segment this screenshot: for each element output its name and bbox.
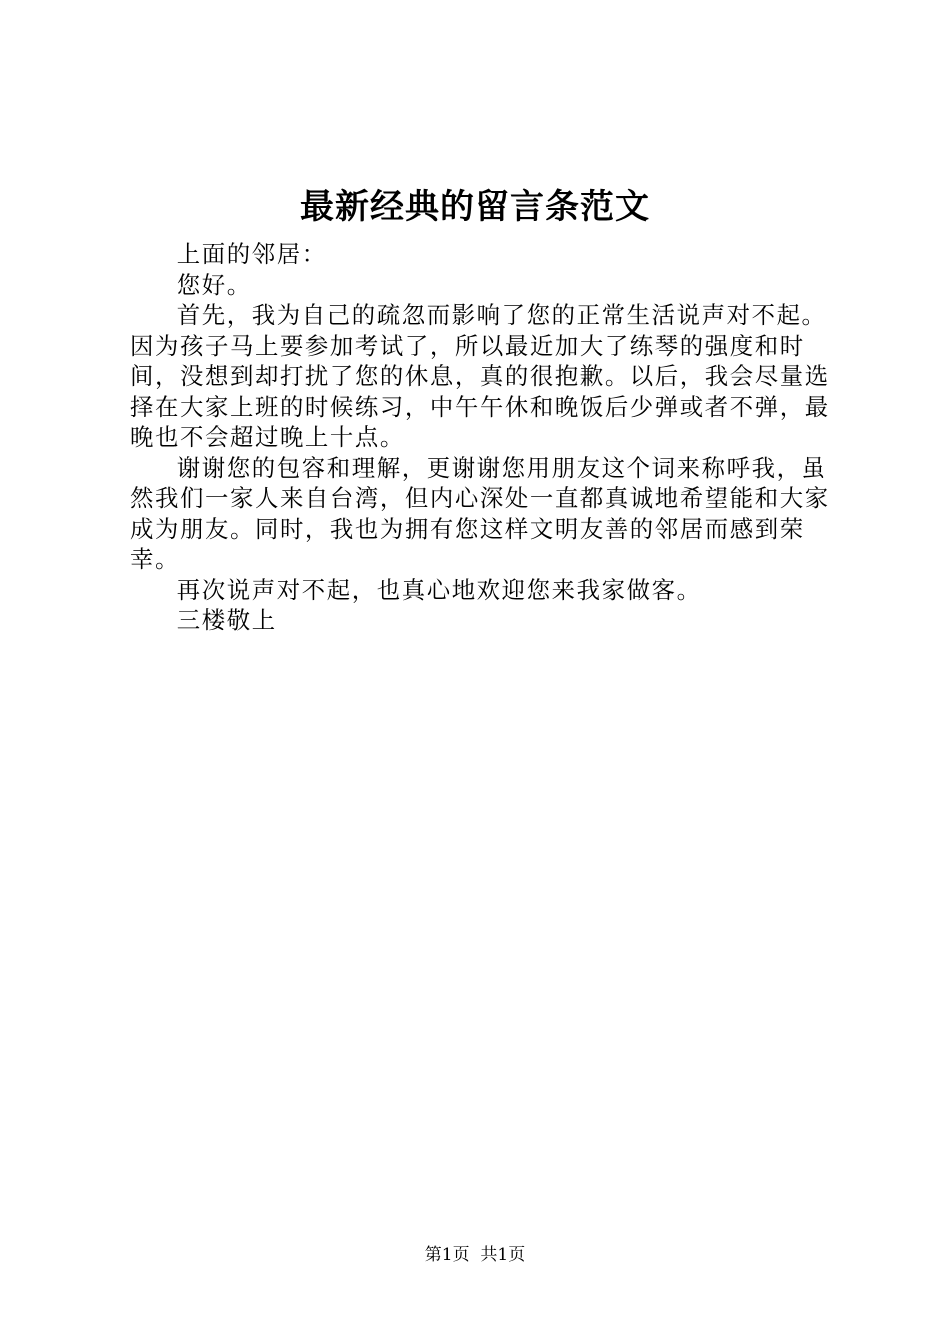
body-paragraph: 再次说声对不起，也真心地欢迎您来我家做客。 [176, 575, 702, 604]
greeting: 您好。 [176, 270, 252, 299]
body-paragraph: 首先，我为自己的疏忽而影响了您的正常生活说声对不起。因为孩子马上要参加考试了，所以最近加大了练琴的强度和时间，没想到却打扰了您的休息，真的很抱歉。以后，我会尽量选择在大家上班的时候练习，中午午休和晚饭后少弹或者不弹，最晚也不会超过晚上十点。 [130, 301, 830, 451]
page-footer: 第1页 共1页 [424, 1245, 526, 1265]
document-body [130, 239, 830, 636]
body-paragraph: 谢谢您的包容和理解，更谢谢您用朋友这个词来称呼我，虽然我们一家人来自台湾，但内心深处一直都真诚地希望能和大家成为朋友。同时，我也为拥有您这样文明友善的邻居而感到荣幸。 [130, 453, 830, 573]
signature: 三楼敬上 [176, 606, 277, 634]
salutation: 上面的邻居： [176, 240, 327, 268]
document-title: 最新经典的留言条范文 [300, 187, 650, 227]
